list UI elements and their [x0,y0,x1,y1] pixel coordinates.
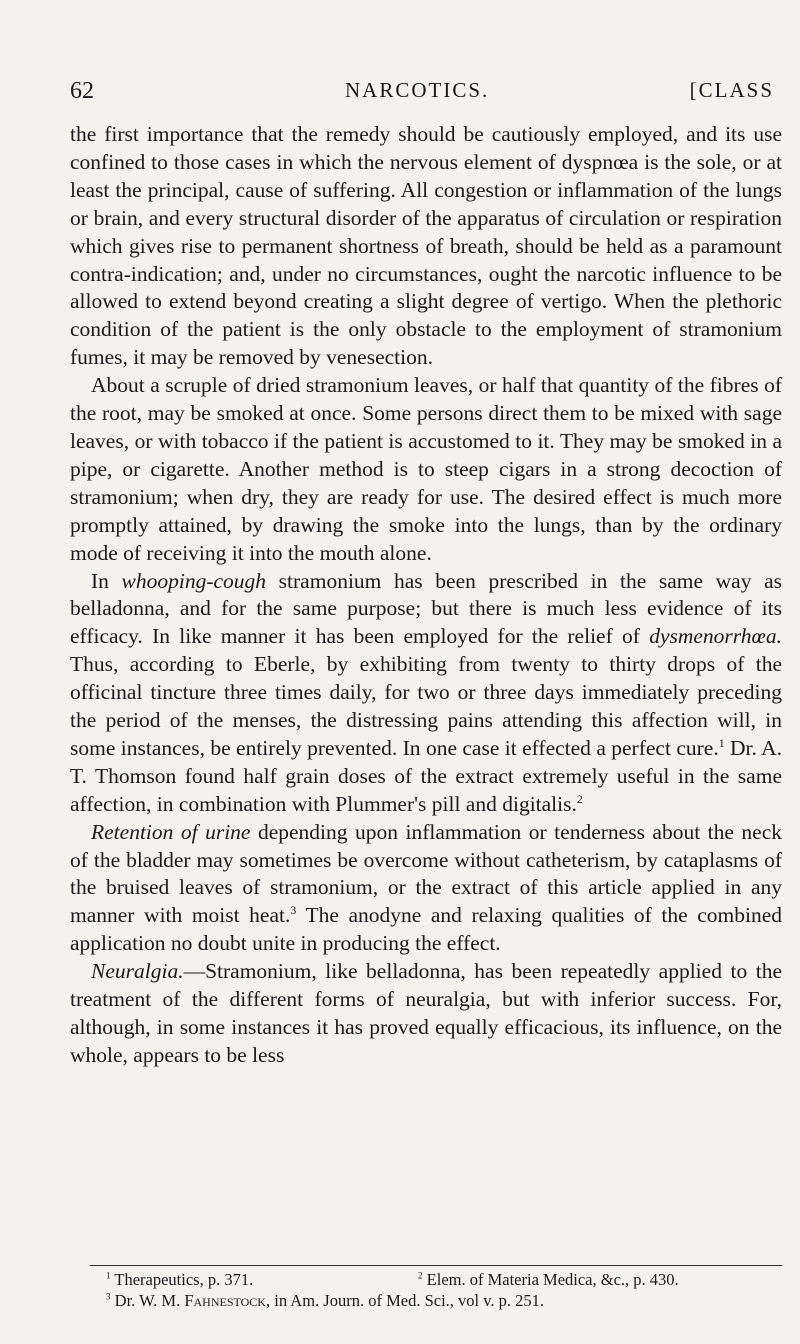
footnotes [70,1269,782,1311]
text-run: About a scruple of dried stramonium leaves, or half that quantity of the fibres of the root, may be smoked at once. Some persons direct them to be mixed with sage leaves, or with tobacco if the patient is accustomed to it. They may be smoked in a pipe, or cigarette. Another method is to steep cigars in a strong decoction of stramonium; when dry, they are ready for use. The desired effect is much more promptly attained, by drawing the smoke into the lungs, than by the ordinary mode of receiving it into the mouth alone. [70,373,782,565]
footnote-1-text: Therapeutics, p. 371. [114,1270,254,1289]
page-header [70,78,774,118]
text-run: depending upon inflammation or tenderness about the neck of the bladder may sometimes be overcome without catheterism, by cataplasms of the bruised leaves of stramonium, or the extract of this article applied in any manner with moist heat. [70,819,782,928]
class-label: [CLASS [689,78,774,102]
footnote-row-2 [70,1290,782,1311]
footnote-3-mark: 3 [106,1291,111,1302]
footnote-ref: 1 [718,735,725,750]
paragraph [70,121,782,372]
footnote-1 [106,1269,253,1290]
footnote-3-pre: Dr. W. M. [114,1291,185,1310]
footnote-2-text: Elem. of Materia Medica, &c., p. 430. [426,1270,679,1289]
text-run: —Stramonium, like belladonna, has been repeatedly applied to the treatment of the different forms of neuralgia, but with inferior success. For, although, in some instances it has proved equally efficacious, its influence, on the whole, appears to be less [70,959,782,1067]
text-run: the first importance that the remedy should be cautiously employed, and its use confined to those cases in which the nervous element of dyspnœa is the sole, or at least the principal, cause of suffering. All congestion or inflammation of the lungs or brain, and every structural disorder of the apparatus of circulation or respiration which gives rise to permanent shortness of breath, should be held as a paramount contra-indication; and, under no circumstances, ought the narcotic influence to be allowed to extend beyond creating a slight degree of vertigo. When the plethoric condition of the patient is the only obstacle to the employment of stramonium fumes, it may be removed by venesection. [70,122,782,370]
footnote-2-mark: 2 [418,1270,423,1281]
footnote-3-post: , in Am. Journ. of Med. Sci., vol v. p. 251. [265,1291,545,1310]
running-title: NARCOTICS. [345,78,490,102]
italic-term: Neuralgia. [91,959,184,984]
footnote-2 [418,1269,679,1290]
footnote-ref: 2 [576,791,583,806]
footnote-3-author: Fahnestock [184,1291,266,1310]
footnote-rule [90,1265,782,1266]
italic-term: Retention of urine [91,819,251,844]
paragraph [70,568,782,819]
footnote-1-mark: 1 [106,1270,111,1281]
text-run: In [91,568,122,593]
footnote-row-1 [70,1269,782,1290]
paragraph [70,958,782,1070]
footnote-3 [106,1290,544,1311]
italic-term: dysmenorrhœa. [649,624,782,649]
text-run: Dr. A. T. Thomson found half grain doses of the extract extremely useful in the same affection, in combination with Plummer's pill and digitalis. [70,735,783,816]
paragraph [70,372,782,567]
paragraph [70,819,782,959]
text-run: The anodyne and relaxing qualities of the combined application no doubt unite in producing the effect. [70,903,782,956]
page-number: 62 [70,78,94,104]
body-text [70,121,782,1070]
text-run: Thus, according to Eberle, by exhibiting from twenty to thirty drops of the officinal tincture three times daily, for two or three days immediately preceding the period of the menses, the distressing pains attending this affection will, in some instances, be entirely prevented. In one case it effected a perfect cure. [70,652,782,760]
footnote-ref: 3 [290,903,297,918]
italic-term: whooping-cough [121,568,267,593]
text-run: stramonium has been prescribed in the same way as belladonna, and for the same purpose; but there is much less evidence of its efficacy. In like manner it has been employed for the relief of [70,568,782,649]
